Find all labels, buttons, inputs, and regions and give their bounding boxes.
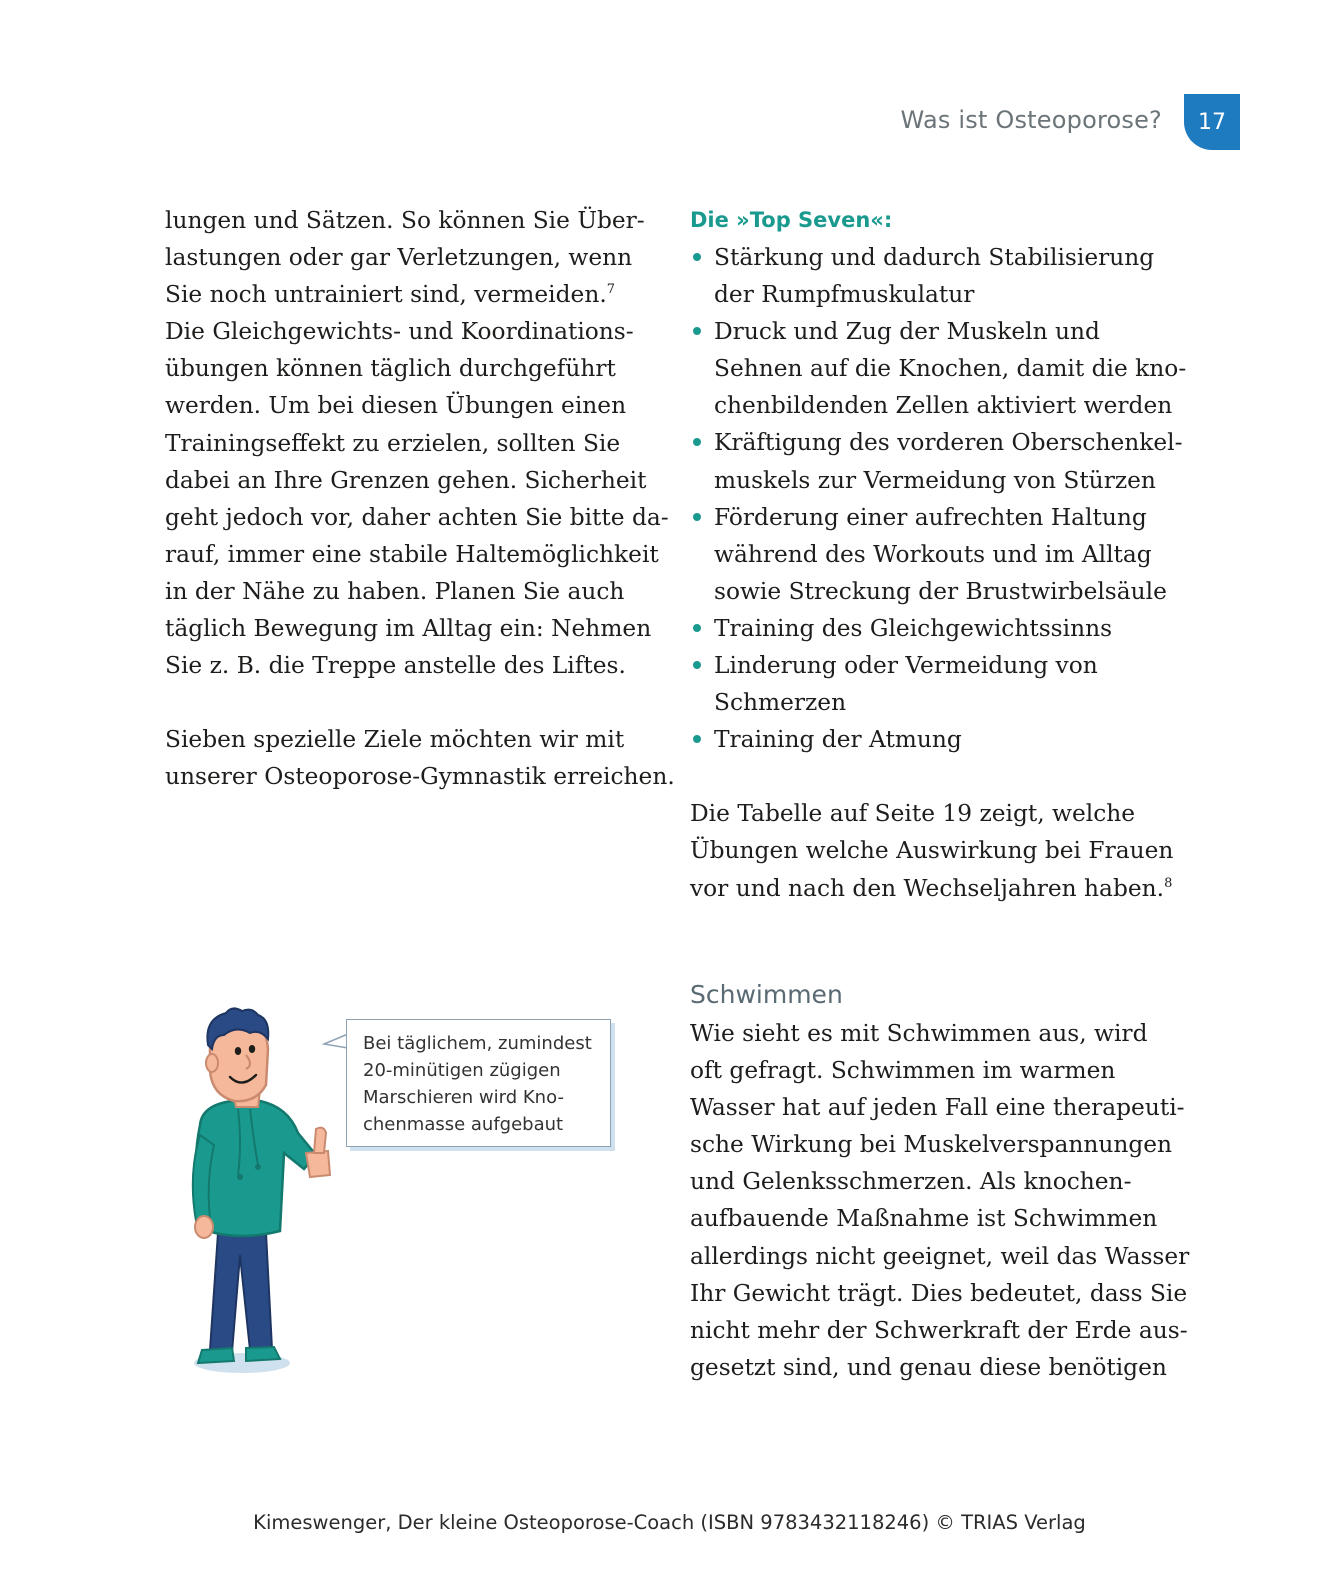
paragraph-table-reference [690,795,1210,906]
footnote-ref: 8 [1164,875,1173,891]
text-line: Sehnen auf die Knochen, damit die kno- [714,355,1187,383]
text-line: Die Gleichgewichts- und Koordinations- [165,318,634,346]
text-line: Training des Gleichgewichtssinns [714,614,1113,642]
swim-section [690,975,1210,1386]
text-line: dabei an Ihre Grenzen gehen. Sicherheit [165,466,647,494]
text-line: lungen und Sätzen. So können Sie Über- [165,207,645,234]
text-line: Förderung einer aufrechten Haltung [714,503,1147,531]
text-line: Training der Atmung [714,726,962,754]
text-line: Trainingseffekt zu erzielen, sollten Sie [165,429,621,457]
page-number: 17 [1198,109,1226,135]
top-seven-heading: Die »Top Seven«: [690,208,893,232]
bullet-icon [693,438,701,446]
paragraph-training-safety [165,202,669,684]
text-line: lastungen oder gar Verletzungen, wenn [165,244,633,272]
text-line: Marschieren wird Kno- [363,1087,564,1108]
text-line: chenbildenden Zellen aktiviert werden [714,392,1173,420]
text-line: oft gefragt. Schwimmen im warmen [690,1057,1116,1085]
list-item [690,721,1210,758]
bullet-icon [693,327,701,335]
paragraph-seven-goals [165,721,675,795]
text-line: chenmasse aufgebaut [363,1114,564,1135]
bullet-icon [693,253,701,261]
section-heading-schwimmen: Schwimmen [690,980,843,1009]
text-line [690,870,1210,907]
text-line: aufbauende Maßnahme ist Schwimmen [690,1205,1158,1233]
text-line: Druck und Zug der Muskeln und [714,318,1100,346]
text-line: allerdings nicht geeignet, weil das Wasser [690,1242,1190,1270]
text-line: unserer Osteoporose-Gymnastik erreichen. [165,763,675,791]
text-line: während des Workouts und im Alltag [714,540,1152,568]
text-line: Bei täglichem, zumindest [363,1033,592,1054]
text-line: Übungen welche Auswirkung bei Frauen [690,837,1174,865]
text-line: Wasser hat auf jeden Fall eine therapeuti- [690,1094,1185,1122]
text-line: in der Nähe zu haben. Planen Sie auch [165,577,625,605]
speech-bubble-text [363,1030,603,1138]
text-line: rauf, immer eine stabile Haltemöglichkeit [165,540,659,568]
page-footer-copyright: Kimeswenger, Der kleine Osteoporose-Coach (ISBN 9783432118246) © TRIAS Verlag [253,1511,1086,1534]
text-line: und Gelenksschmerzen. Als knochen- [690,1168,1132,1196]
text-line: 20-minütigen zügigen [363,1060,561,1081]
list-item [690,499,1210,610]
bullet-icon [693,661,701,669]
text-line: Stärkung und dadurch Stabilisierung [714,244,1155,271]
list-item [690,647,1210,721]
paragraph-swimming [690,1015,1210,1386]
cartoon-man-thumbs-up-illustration [180,1005,360,1385]
text-line: Sie z. B. die Treppe anstelle des Liftes. [165,652,626,680]
bullet-icon [693,624,701,632]
text-line: geht jedoch vor, daher achten Sie bitte da- [165,503,669,531]
text-line: gesetzt sind, und genau diese benötigen [690,1353,1167,1381]
footnote-ref: 7 [606,282,616,298]
list-item [690,610,1210,647]
text-line: übungen können täglich durchgeführt [165,355,616,383]
text-line: nicht mehr der Schwerkraft der Erde aus- [690,1316,1188,1344]
running-header-title: Was ist Osteoporose? [900,106,1162,134]
text-line: Sieben spezielle Ziele möchten wir mit [165,726,625,754]
text-line: Kräftigung des vorderen Oberschenkel- [714,429,1183,457]
list-item [690,313,1210,424]
text-line: Linderung oder Vermeidung von [714,652,1098,680]
text-line: werden. Um bei diesen Übungen einen [165,392,627,420]
right-column [690,202,1210,907]
bullet-icon [693,735,701,743]
text-line: Die Tabelle auf Seite 19 zeigt, welche [690,800,1136,828]
text-line: täglich Bewegung im Alltag ein: Nehmen [165,615,652,643]
text-line: der Rumpfmuskulatur [714,281,975,309]
text-line: Schmerzen [714,689,847,717]
text-line [165,276,655,313]
bullet-icon [693,513,701,521]
text-line: sche Wirkung bei Muskelverspannungen [690,1131,1173,1159]
left-column [165,202,675,795]
list-item [690,239,1210,313]
text-line: Wie sieht es mit Schwimmen aus, wird [690,1020,1148,1047]
list-item [690,424,1210,498]
text-line: muskels zur Vermeidung von Stürzen [714,466,1156,494]
text-line: Ihr Gewicht trägt. Dies bedeutet, dass Sie [690,1279,1188,1307]
text-fragment: Sie noch untrainiert sind, vermeiden. [165,281,607,309]
text-line: sowie Streckung der Brustwirbelsäule [714,577,1167,605]
text-fragment: vor und nach den Wechseljahren haben. [690,874,1165,902]
page-number-tab [1184,94,1240,150]
top-seven-list [690,239,1210,758]
speech-bubble [346,1019,611,1147]
